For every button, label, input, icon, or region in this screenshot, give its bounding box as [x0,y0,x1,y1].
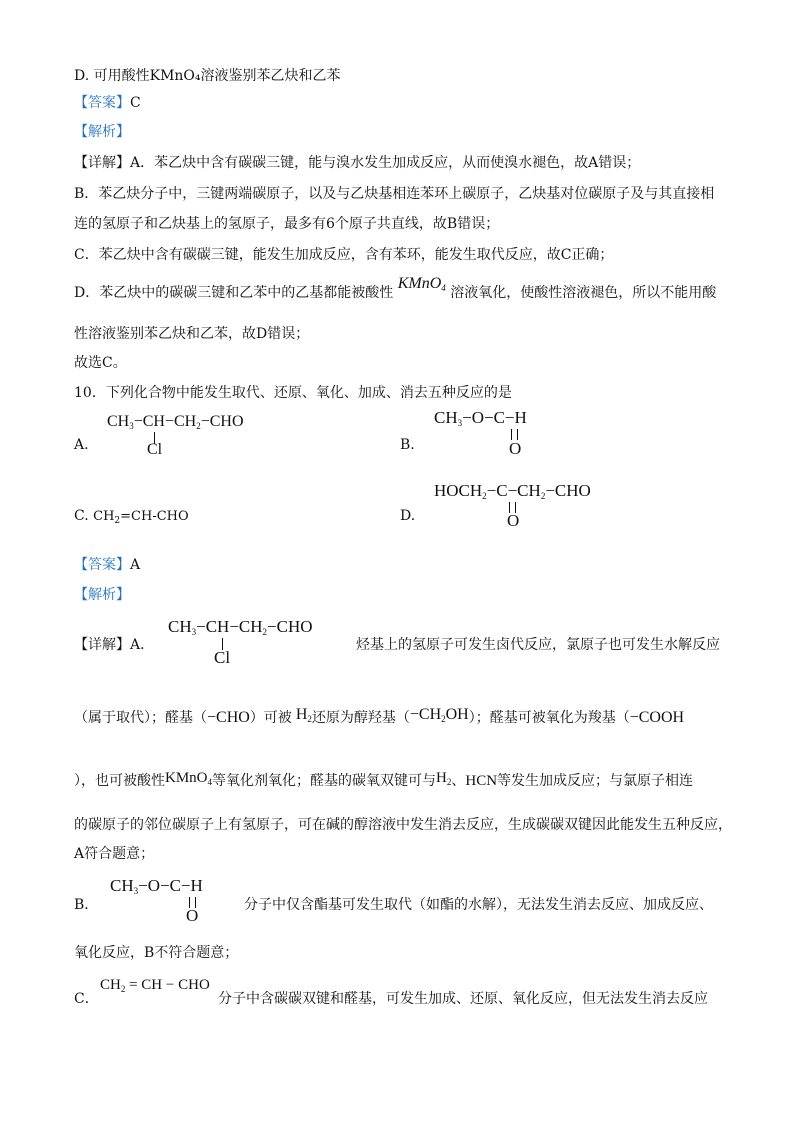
detail-text: A．苯乙炔中含有碳碳三键，能与溴水发生加成反应，从而使溴水褪色，故A错误； [130,155,641,171]
detail-text-a: D．苯乙炔中的碳碳三键和乙苯中的乙基都能被酸性 [74,285,394,301]
q10-detail-c [74,990,99,1008]
q10-answer [74,556,140,574]
q9-option-d: D. 可用酸性KMnO₄溶液鉴别苯乙炔和乙苯 [74,68,341,84]
answer-value: A [130,557,141,573]
option-c-label: C. [74,508,89,524]
text-segment: 还原为醇羟基（ [311,710,410,726]
q9-detail-line-4: C．苯乙炔中含有碳碳三键，能发生加成反应，含有苯环，能发生取代反应，故C正确； [74,247,614,263]
q10-detail-a-text-4: 的碳原子的邻位碳原子上有氢原子，可在碱的醇溶液中发生消去反应，生成碳碳双键因此能发生五种反应， [74,817,732,833]
q10-detail-a-text-2 [74,706,685,731]
text-segment: 、 [451,773,466,789]
text-segment: 等氧化剂氧化；醛基的碳氧双键可与 [212,773,437,789]
text-segment: ）可被 [249,710,292,726]
option-c-formula: $CH_2=CH$-CHO [93,509,189,526]
option-d-structure: $HOCH_2-C-CH_2-CHO$ [434,481,591,501]
detail-a-structure: $CH_3-CH-CH_2-CHO$ [168,617,313,637]
q10-stem: 10．下列化合物中能发生取代、还原、氧化、加成、消去五种反应的是 [74,385,512,401]
text-segment: ）；醛基可被氧化为羧基（ [468,710,630,726]
q10-detail-a-text-5: A符合题意； [74,846,155,862]
ch2oh-group: $-CH_2OH$ [409,706,469,724]
h2-formula: $H_2$ [436,770,452,787]
q10-option-a-label: A. [74,437,89,453]
text-segment: （属于取代）；醛基（ [74,710,207,726]
q10-option-c [74,507,189,530]
q9-detail-line-2: B．苯乙炔分子中，三键两端碳原子，以及与乙炔基相连苯环上碳原子，乙炔基对位碳原子及与其直接相 [74,186,715,202]
detail-tag: 【详解】 [74,155,130,171]
q10-detail-b-text-2: 氧化反应，B不符合题意； [74,945,239,961]
detail-tag: 【详解】 [74,637,130,653]
q10-analysis-tag: 【解析】 [74,587,130,603]
q9-detail-line-3: 连的氢原子和乙炔基上的氢原子，最多有6个原子共直线，故B错误； [74,216,500,232]
q10-detail-a-text-3 [74,772,693,794]
q9-analysis-tag: 【解析】 [74,124,130,140]
q10-detail-a-label [74,636,154,654]
q9-detail-line-5 [74,275,717,306]
q10-option-d-label: D. [400,508,416,524]
kmno4-formula: KMnO$_4$ [397,275,446,293]
q10-detail-a-text-1: 烃基上的氢原子可发生卤代反应，氯原子也可发生水解反应 [356,637,720,653]
answer-tag: 【答案】 [74,95,130,111]
detail-a-prefix: A． [130,637,155,653]
detail-text-b: 溶液氧化，使酸性溶液褪色，所以不能用酸 [450,285,717,301]
option-a-cl: Cl [147,441,163,458]
h2-formula: $H_2$ [291,706,312,724]
q9-answer [74,94,141,112]
cooh-group: −COOH [629,709,685,726]
detail-c-structure: $CH_2$ = CH − CHO [100,977,210,994]
text-segment: ），也可被酸性 [74,773,165,789]
option-b-structure: $CH_3-O-C-H$ [434,408,527,428]
option-d-o: O [507,511,520,530]
option-a-structure: $CH_3-CH-CH_2-CHO$ [107,413,244,431]
q9-detail-line-7: 故选C。 [74,355,127,371]
q10-detail-b-text-1: 分子中仅含酯基可发生取代（如酯的水解），无法发生消去反应、加成反应、 [244,897,713,913]
answer-tag: 【答案】 [74,557,130,573]
cho-group: −CHO [207,709,250,726]
q10-detail-b-label: B． [74,897,99,913]
detail-b-structure: $CH_3-O-C-H$ [110,876,203,896]
hcn-formula: HCN [465,773,498,789]
q9-detail-line-6: 性溶液鉴别苯乙炔和乙苯，故D错误； [74,326,310,342]
q10-option-b-label: B. [400,437,415,453]
kmno4-formula: KMnO$_4$ [165,770,213,787]
option-b-o: O [509,439,522,458]
q9-detail-line-1 [74,154,640,172]
detail-c-prefix: C． [74,991,99,1007]
detail-b-o: O [186,906,199,925]
text-segment: 等发生加成反应；与氯原子相连 [497,773,694,789]
q10-detail-c-text-1: 分子中含碳碳双键和醛基，可发生加成、还原、氧化反应，但无法发生消去反应 [218,991,708,1007]
detail-a-cl: Cl [214,648,231,667]
answer-value: C [130,95,141,111]
